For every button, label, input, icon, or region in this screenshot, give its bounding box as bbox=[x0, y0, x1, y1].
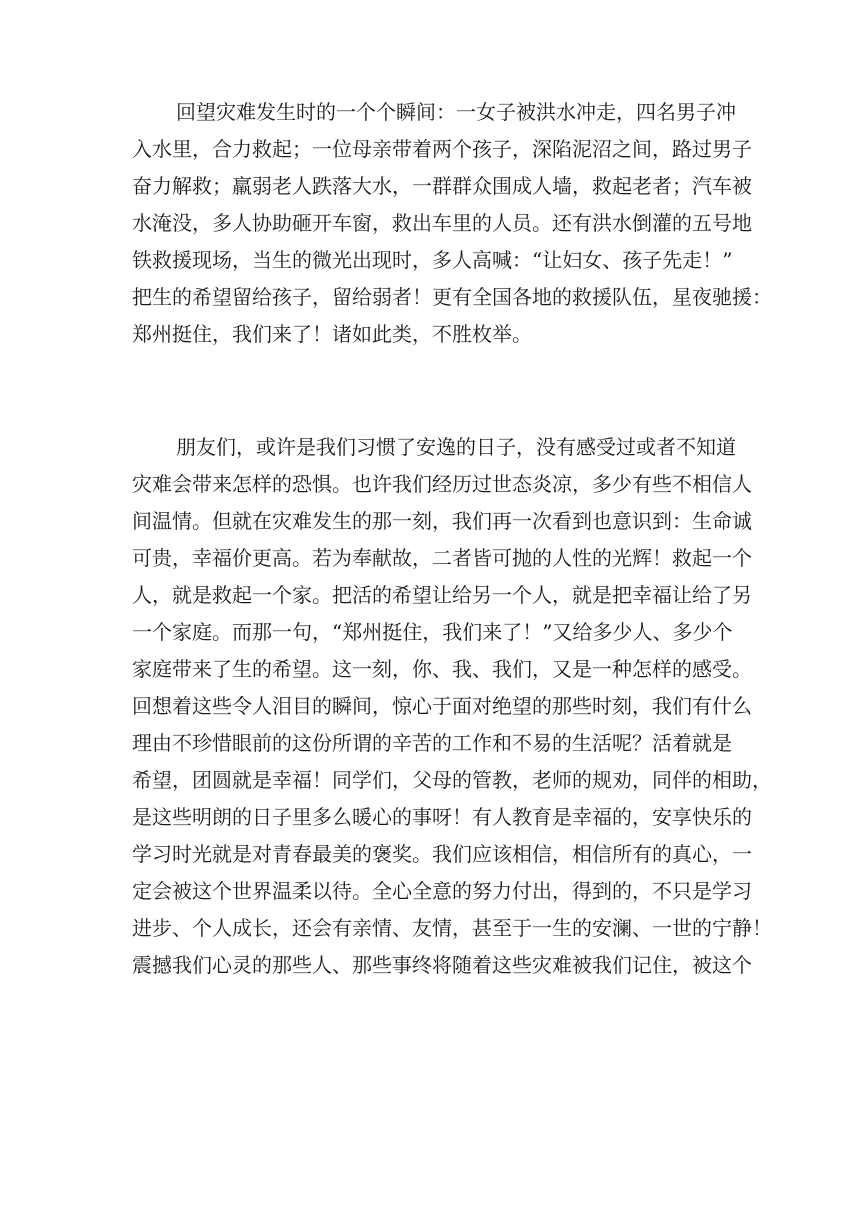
text-line: 进步、个人成长，还会有亲情、友情，甚至于一生的安澜、一世的宁静！ bbox=[132, 916, 772, 940]
text-line: 希望，团圆就是幸福！同学们，父母的管教，老师的规劝，同伴的相助， bbox=[132, 768, 772, 792]
text-line: 回望灾难发生时的一个个瞬间：一女子被洪水冲走，四名男子冲 bbox=[176, 100, 736, 124]
text-line: 水淹没，多人协助砸开车窗，救出车里的人员。还有洪水倒灌的五号地 bbox=[132, 211, 752, 235]
text-line: 灾难会带来怎样的恐惧。也许我们经历过世态炎凉，多少有些不相信人 bbox=[132, 472, 752, 496]
text-line: 奋力解救；羸弱老人跌落大水，一群群众围成人墙，救起老者；汽车被 bbox=[132, 174, 752, 198]
text-line: 理由不珍惜眼前的这份所谓的辛苦的工作和不易的生活呢？活着就是 bbox=[132, 731, 732, 755]
text-line: 铁救援现场，当生的微光出现时，多人高喊：“让妇女、孩子先走！” bbox=[132, 248, 733, 272]
paragraph-reflection bbox=[132, 429, 772, 984]
paragraph-rescue-moments bbox=[132, 94, 772, 353]
text-line: 入水里，合力救起；一位母亲带着两个孩子，深陷泥沼之间，路过男子 bbox=[132, 137, 752, 161]
text-line: 人，就是救起一个家。把活的希望让给另一个人，就是把幸福让给了另 bbox=[132, 583, 752, 607]
text-line: 回想着这些令人泪目的瞬间，惊心于面对绝望的那些时刻，我们有什么 bbox=[132, 694, 752, 718]
text-line: 间温情。但就在灾难发生的那一刻，我们再一次看到也意识到：生命诚 bbox=[132, 509, 752, 533]
text-line: 一个家庭。而那一句，“郑州挺住，我们来了！”又给多少人、多少个 bbox=[132, 620, 733, 644]
text-line: 定会被这个世界温柔以待。全心全意的努力付出，得到的，不只是学习 bbox=[132, 879, 752, 903]
text-line: 家庭带来了生的希望。这一刻，你、我、我们，又是一种怎样的感受。 bbox=[132, 657, 752, 681]
text-line: 朋友们，或许是我们习惯了安逸的日子，没有感受过或者不知道 bbox=[176, 435, 736, 459]
text-line: 把生的希望留给孩子，留给弱者！更有全国各地的救援队伍，星夜驰援： bbox=[132, 285, 772, 309]
text-line: 是这些明朗的日子里多么暖心的事呀！有人教育是幸福的，安享快乐的 bbox=[132, 805, 752, 829]
text-line: 可贵，幸福价更高。若为奉献故，二者皆可抛的人性的光辉！救起一个 bbox=[132, 546, 752, 570]
text-line: 震撼我们心灵的那些人、那些事终将随着这些灾难被我们记住，被这个 bbox=[132, 953, 752, 977]
text-line: 学习时光就是对青春最美的褒奖。我们应该相信，相信所有的真心，一 bbox=[132, 842, 752, 866]
text-line: 郑州挺住，我们来了！诸如此类，不胜枚举。 bbox=[132, 322, 532, 346]
